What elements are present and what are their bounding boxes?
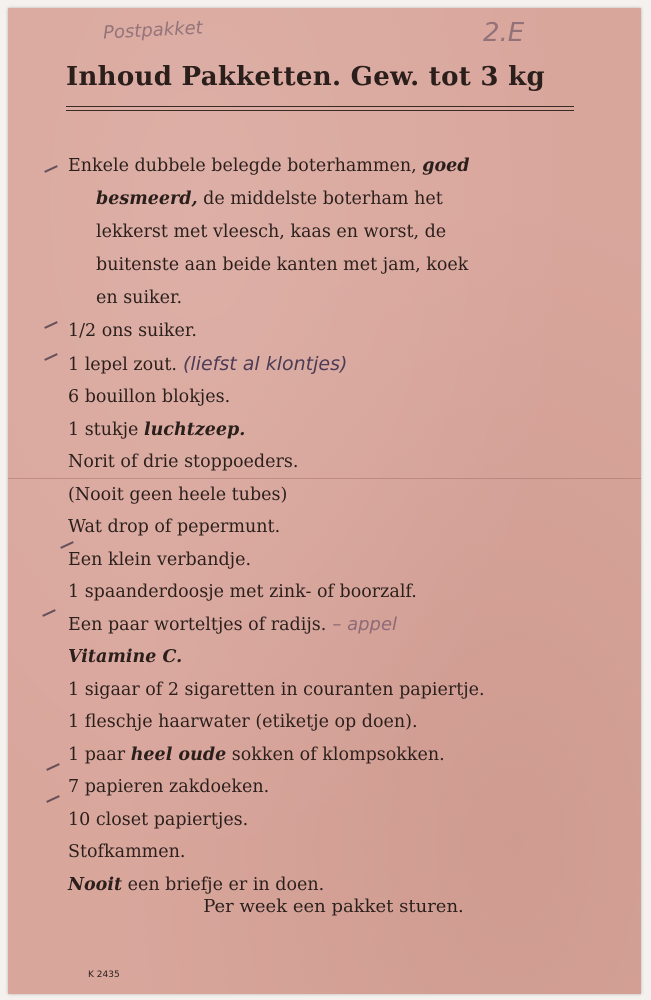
handwritten-note-wortel: – appel bbox=[332, 613, 398, 635]
footer-instruction: Per week een pakket sturen. bbox=[203, 896, 464, 917]
list-item-zakdoeken: 7 papieren zakdoeken. bbox=[68, 777, 270, 797]
list-item-haarwater: 1 fleschje haarwater (etiketje op doen). bbox=[68, 712, 418, 732]
check-mark bbox=[42, 609, 56, 617]
document-sheet bbox=[8, 8, 641, 994]
check-mark bbox=[46, 795, 60, 803]
list-item-bouillon: 6 bouillon blokjes. bbox=[68, 387, 231, 407]
list-item-verband: Een klein verbandje. bbox=[68, 549, 252, 570]
list-item-norit: Norit of drie stoppoeders. bbox=[68, 452, 299, 472]
pencil-note-top-left: Postpakket bbox=[102, 17, 204, 44]
title-rule-lower bbox=[66, 110, 574, 111]
intro-line-1: Enkele dubbele belegde boterhammen, goed bbox=[68, 156, 470, 176]
list-item-wortel: Een paar worteltjes of radijs. – appel bbox=[68, 613, 398, 635]
list-item-vitamine: Vitamine C. bbox=[68, 647, 183, 667]
check-mark bbox=[44, 353, 58, 361]
print-code: K 2435 bbox=[88, 970, 120, 980]
title-rule-upper bbox=[66, 106, 574, 107]
list-item-zeep: 1 stukje luchtzeep. bbox=[68, 419, 246, 440]
contents-list bbox=[68, 150, 583, 901]
check-mark bbox=[44, 321, 58, 329]
list-item-zout: 1 lepel zout. (liefst al klontjes) bbox=[68, 352, 348, 375]
list-item-sigaar: 1 sigaar of 2 sigaretten in couranten papiertje. bbox=[68, 679, 485, 700]
intro-paragraph bbox=[68, 150, 583, 315]
list-item-suiker: 1/2 ons suiker. bbox=[68, 321, 197, 341]
pencil-note-top-right: 2.E bbox=[483, 18, 525, 48]
intro-line-3: lekkerst met vleesch, kaas en worst, de bbox=[96, 222, 447, 242]
list-item-stofkammen: Stofkammen. bbox=[68, 842, 186, 862]
handwritten-note-zout: (liefst al klontjes) bbox=[183, 352, 348, 375]
list-item-tubes: (Nooit geen heele tubes) bbox=[68, 484, 288, 505]
intro-line-2: besmeerd, de middelste boterham het bbox=[96, 189, 443, 209]
check-mark bbox=[44, 165, 58, 173]
list-item-drop: Wat drop of pepermunt. bbox=[68, 517, 281, 537]
intro-line-4: buitenste aan beide kanten met jam, koek bbox=[96, 255, 469, 275]
page-title: Inhoud Pakketten. Gew. tot 3 kg bbox=[66, 62, 545, 92]
intro-line-5: en suiker. bbox=[96, 288, 183, 308]
list-item-zalf: 1 spaanderdoosje met zink- of boorzalf. bbox=[68, 582, 417, 602]
list-item-closet: 10 closet papiertjes. bbox=[68, 809, 249, 830]
list-item-sokken: 1 paar heel oude sokken of klompsokken. bbox=[68, 744, 445, 765]
check-mark bbox=[46, 763, 60, 771]
list-item-briefje: Nooit een briefje er in doen. bbox=[68, 874, 325, 895]
